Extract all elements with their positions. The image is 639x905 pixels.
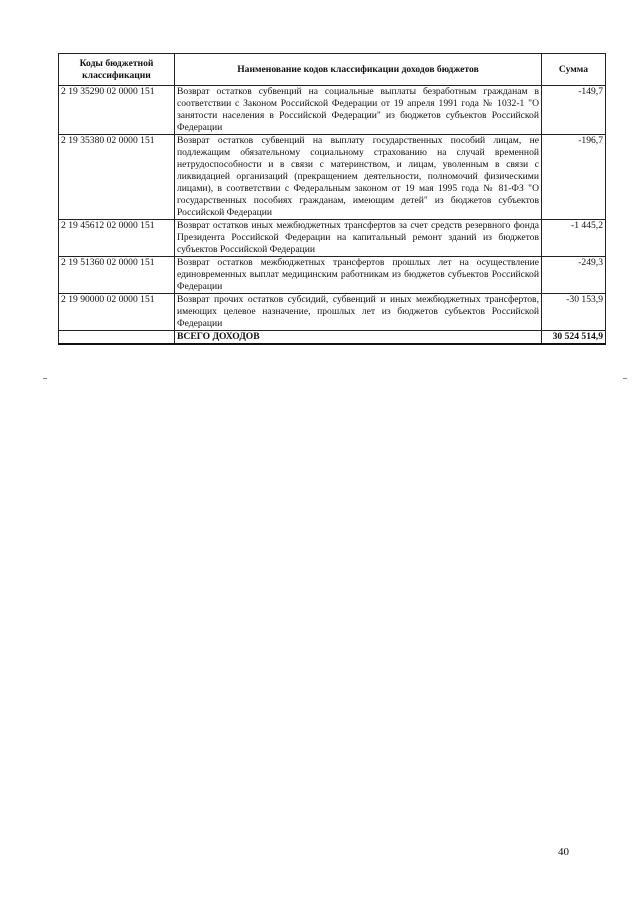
table-header-row [59, 54, 606, 86]
row-code: 2 19 35380 02 0000 151 [59, 135, 175, 220]
row-name: Возврат остатков субвенций на выплату государственных пособий лицам, не подлежащим обязательному социальному страхованию на случай временной нетрудоспособности и в связи с материнством, и лицам, уволенным в связи с ликвидацией организаций (прекращением деятельности, полномочий физическими лицами), в соответствии с Федеральным законом от 19 мая 1995 года № 81-ФЗ "О государственных пособиях гражданам, имеющим детей" из бюджетов субъектов Российской Федерации [175, 135, 542, 220]
row-name: Возврат прочих остатков субсидий, субвенций и иных межбюджетных трансфертов, имеющих целевое назначение, прошлых лет из бюджетов субъектов Российской Федерации [175, 294, 542, 331]
total-label: ВСЕГО ДОХОДОВ [175, 331, 542, 345]
row-name: Возврат остатков иных межбюджетных трансфертов за счет средств резервного фонда Президента Российской Федерации на капитальный ремонт зданий из бюджетов субъектов Российской Федерации [175, 220, 542, 257]
row-name: Возврат остатков межбюджетных трансфертов прошлых лет на осуществление единовременных выплат медицинским работникам из бюджетов субъектов Российской Федерации [175, 257, 542, 294]
right-margin-mark [623, 378, 627, 379]
total-sum: 30 524 514,9 [542, 331, 606, 345]
row-sum: -196,7 [542, 135, 606, 220]
row-code: 2 19 45612 02 0000 151 [59, 220, 175, 257]
header-name: Наименование кодов классификации доходов бюджетов [175, 54, 542, 86]
page-number: 40 [558, 846, 569, 858]
row-code: 2 19 90000 02 0000 151 [59, 294, 175, 331]
table-row [59, 86, 606, 135]
table-row [59, 257, 606, 294]
row-code: 2 19 35290 02 0000 151 [59, 86, 175, 135]
row-name: Возврат остатков субвенций на социальные выплаты безработным гражданам в соответствии с Законом Российской Федерации от 19 апреля 1991 года № 1032-1 "О занятости населения в Российской Федерации" из бюджетов субъектов Российской Федерации [175, 86, 542, 135]
table-row [59, 135, 606, 220]
row-sum: -30 153,9 [542, 294, 606, 331]
table-row [59, 294, 606, 331]
total-code [59, 331, 175, 345]
row-sum: -149,7 [542, 86, 606, 135]
left-margin-mark [43, 378, 47, 379]
header-sum: Сумма [542, 54, 606, 86]
header-codes: Коды бюджетной классификации [59, 54, 175, 86]
row-sum: -249,3 [542, 257, 606, 294]
total-row [59, 331, 606, 345]
row-sum: -1 445,2 [542, 220, 606, 257]
budget-revenue-table [58, 53, 606, 345]
table-row [59, 220, 606, 257]
row-code: 2 19 51360 02 0000 151 [59, 257, 175, 294]
